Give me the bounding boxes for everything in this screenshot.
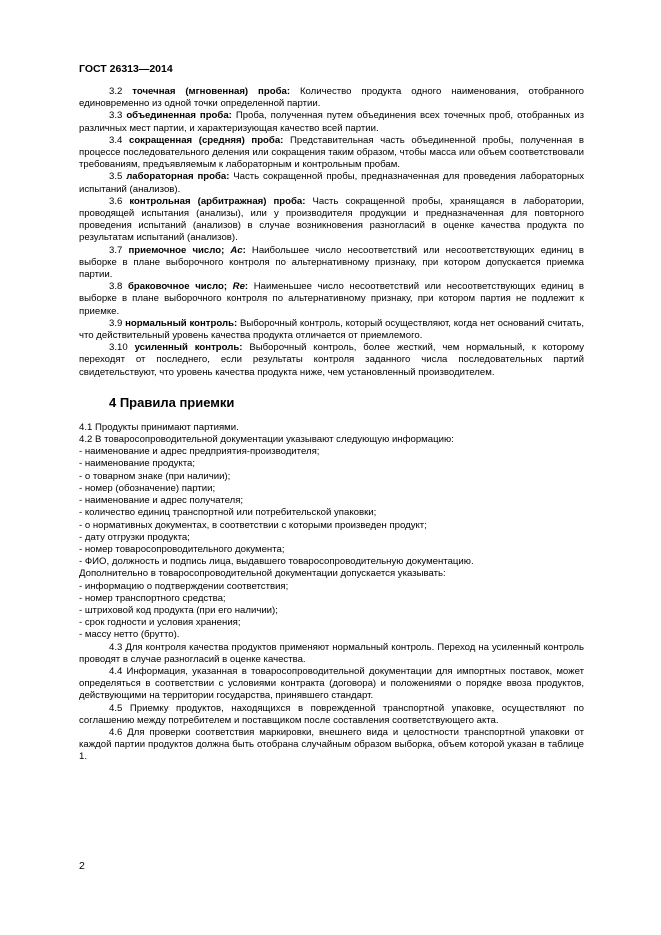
definition-term: нормальный контроль: bbox=[125, 317, 238, 329]
page-content bbox=[79, 86, 584, 764]
section-title: 4 Правила приемки bbox=[109, 394, 235, 410]
definition-paragraph bbox=[79, 342, 584, 379]
definition-term: браковочное число; bbox=[127, 281, 228, 293]
rules-line: - дату отгрузки продукта; bbox=[79, 531, 190, 543]
rules-line: - наименование и адрес предприятия-производителя; bbox=[79, 446, 320, 458]
definition-paragraph bbox=[79, 318, 584, 342]
document-header: ГОСТ 26313—2014 bbox=[79, 63, 173, 75]
rules-paragraph: 4.3 Для контроля качества продуктов применяют нормальный контроль. Переход на усиленный контроль проводят в случае разногласий в оценке качества. bbox=[79, 641, 584, 665]
definition-symbol: Ac bbox=[230, 244, 243, 256]
definition-number: 3.6 bbox=[109, 195, 123, 207]
definition-number: 3.3 bbox=[109, 110, 123, 122]
rules-line: - количество единиц транспортной или потребительской упаковки; bbox=[79, 507, 377, 519]
rules-line: - массу нетто (брутто). bbox=[79, 629, 180, 641]
definition-term: контрольная (арбитражная) проба: bbox=[129, 195, 306, 207]
definition-text: Количество продукта одного наименования, отобранного единовременно из одной точки определенной партии. bbox=[79, 86, 585, 110]
definition-term: объединенная проба: bbox=[126, 110, 232, 122]
definition-term: лабораторная проба: bbox=[126, 171, 230, 183]
definition-paragraph bbox=[79, 110, 584, 134]
definition-number: 3.2 bbox=[109, 86, 123, 97]
rules-paragraph: 4.6 Для проверки соответствия маркировки, внешнего вида и целостности транспортной упаковки от каждой партии продуктов должна быть отобрана случайным образом выборка, объем которой указан в таблице 1. bbox=[79, 726, 584, 763]
definition-paragraph: 3.7 приемочное число; Ac: Наибольшее число несоответствий или несоответствующих единиц в выборке в плане выборочного контроля по альтернативному признаку, при котором допускается приемка партии. bbox=[79, 244, 584, 281]
definition-text: Представительная часть объединенной пробы, полученная в процессе последовательного деления или сокращения таким образом, чтобы масса или объем соответствовали требованиям, предъявляемым к лабораторным и контрольным пробам. bbox=[79, 134, 584, 171]
rules-line: - номер (обозначение) партии; bbox=[79, 482, 216, 494]
definition-paragraph bbox=[79, 196, 584, 245]
rules-line: - ФИО, должность и подпись лица, выдавшего товаросопроводительную документацию. bbox=[79, 556, 474, 568]
definition-number: 3.5 bbox=[109, 171, 123, 183]
rules-line: 4.2 В товаросопроводительной документации указывают следующую информацию: bbox=[79, 434, 454, 446]
rules-line: - наименование продукта; bbox=[79, 458, 196, 470]
definition-number: 3.9 bbox=[109, 317, 123, 329]
definition-text: Выборочный контроль, который осуществляют, когда нет оснований считать, что действительный уровень качества продукта отличается от приемлемого. bbox=[79, 317, 585, 342]
definition-term: точечная (мгновенная) проба: bbox=[132, 86, 291, 97]
definition-text: Наименьшее число несоответствий или несоответствующих единиц в выборке в плане выборочного контроля по альтернативному признаку, при котором партия не подлежит к приемке. bbox=[79, 281, 585, 317]
definition-text: Наибольшее число несоответствий или несоответствующих единиц в выборке в плане выборочного контроля по альтернативному признаку, при котором допускается приемка партии. bbox=[79, 244, 584, 281]
definition-text: Выборочный контроль, более жесткий, чем нормальный, к которому переходят от последнего, если результаты контроля заданного числа последовательных партий свидетельствуют, что уровень качества продукта ниже, чем установленный производителем. bbox=[79, 342, 585, 378]
definition-text: Часть сокращенной пробы, предназначенная для проведения лабораторных испытаний (анализов). bbox=[79, 171, 584, 195]
rules-paragraph: 4.5 Приемку продуктов, находящихся в поврежденной транспортной упаковке, осуществляют по соглашению между потребителем и поставщиком после составления соответствующего акта. bbox=[79, 702, 584, 726]
definition-number: 3.4 bbox=[109, 134, 123, 146]
rules-paragraph: 4.4 Информация, указанная в товаросопроводительной документации для импортных поставок, может определяться в соответствии с условиями контракта (договора) и положениями о порядке ввоза продуктов, действующими на территории государства, принявшего стандарт. bbox=[79, 665, 584, 702]
definition-paragraph bbox=[79, 171, 584, 195]
definition-paragraph: 3.8 браковочное число; Re: Наименьшее число несоответствий или несоответствующих единиц в выборке в плане выборочного контроля по альтернативному признаку, при котором партия не подлежит к приемке. bbox=[79, 281, 585, 317]
definition-term: сокращенная (средняя) проба: bbox=[128, 134, 284, 146]
rules-line: - информацию о подтверждении соответствия; bbox=[79, 580, 289, 592]
rules-line: - номер товаросопроводительного документа; bbox=[79, 543, 285, 555]
rules-line: - штриховой код продукта (при его наличии); bbox=[79, 604, 278, 616]
rules-line: - наименование и адрес получателя; bbox=[79, 495, 244, 507]
definition-number: 3.7 bbox=[109, 244, 123, 256]
definition-paragraph bbox=[79, 135, 584, 172]
rules-line: - срок годности и условия хранения; bbox=[79, 617, 241, 629]
rules-line: - о товарном знаке (при наличии); bbox=[79, 470, 231, 482]
definitions-list bbox=[79, 86, 584, 379]
definition-symbol: Re bbox=[232, 281, 245, 293]
definition-term: приемочное число; bbox=[128, 244, 225, 256]
definition-text: Часть сокращенной пробы, хранящаяся в лаборатории, проводящей испытания (анализы), или у производителя продукции и предназначенная для повторного проведения испытаний (анализов) в случае возникновения разногласий в оценке качества продукта по результатам испытаний (анализов). bbox=[79, 195, 584, 244]
rules-line: 4.1 Продукты принимают партиями. bbox=[79, 421, 239, 433]
definition-paragraph bbox=[79, 86, 584, 110]
rules-line: - номер транспортного средства; bbox=[79, 592, 226, 604]
definition-number: 3.8 bbox=[109, 281, 123, 293]
rules-list bbox=[79, 422, 584, 764]
definition-number: 3.10 bbox=[109, 342, 128, 354]
definition-term: усиленный контроль: bbox=[134, 342, 243, 354]
rules-line: - о нормативных документах, в соответствии с которыми произведен продукт; bbox=[79, 519, 427, 531]
definition-text: Проба, полученная путем объединения всех точечных проб, отобранных из различных мест партии, и характеризующая качество всей партии. bbox=[79, 110, 584, 134]
page-number: 2 bbox=[79, 860, 85, 872]
rules-line: Дополнительно в товаросопроводительной документации допускается указывать: bbox=[79, 568, 446, 580]
